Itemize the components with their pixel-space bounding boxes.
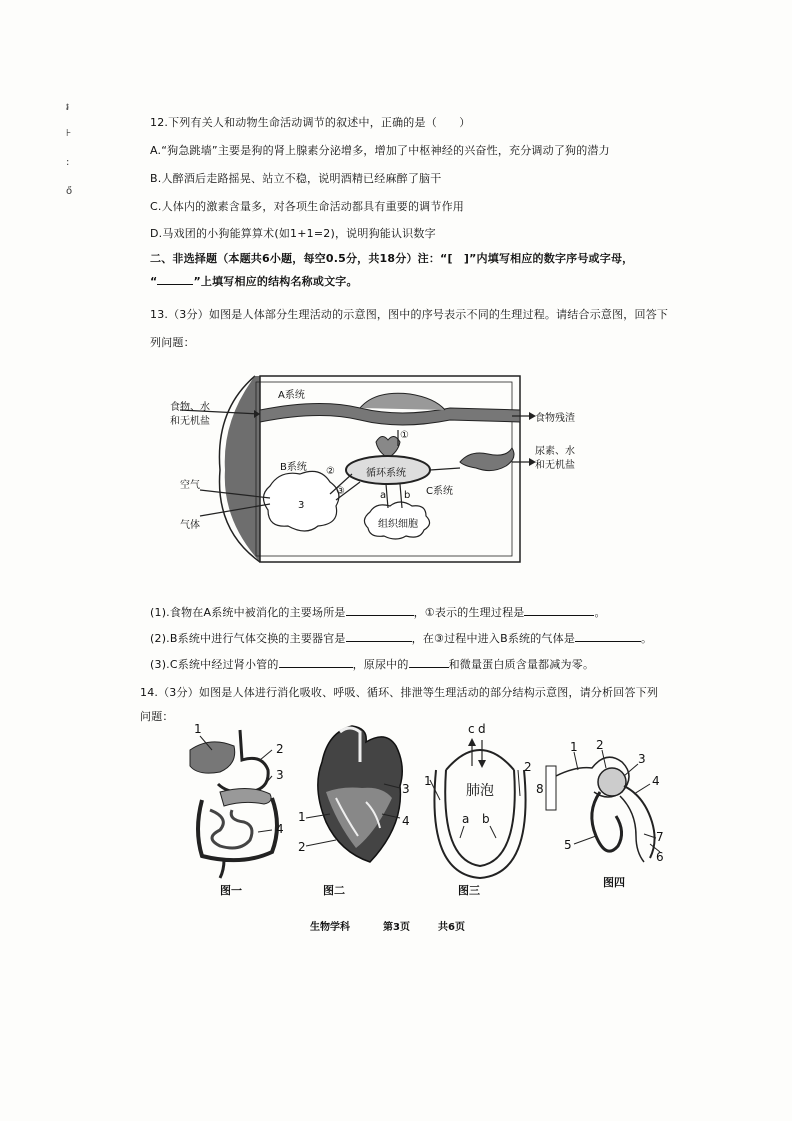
section2-instructions-2 — [150, 273, 358, 289]
figure-heart — [296, 722, 416, 878]
section2-rest: ”上填写相应的结构名称或文字。 — [193, 275, 358, 288]
digestive-svg — [180, 720, 290, 880]
fig4-num-6: 6 — [656, 850, 664, 864]
q12-option-c: C.人体内的激素含量多，对各项生命活动都具有重要的调节作用 — [150, 200, 464, 213]
fig1-num-2: 2 — [276, 742, 284, 756]
fig1-num-1: 1 — [194, 722, 202, 736]
fig3-num-1: 1 — [424, 774, 432, 788]
fig3-num-b: b — [482, 812, 490, 826]
q13-sub1-end: 。 — [594, 606, 606, 619]
fig3-num-c: c — [468, 722, 475, 736]
q13-sub1 — [150, 604, 606, 620]
q13-stem-cont: 列问题： — [150, 336, 195, 349]
q14-stem: 14.（3分）如图是人体进行消化吸收、呼吸、循环、排泄等生理活动的部分结构示意图，请分析回答下列 — [140, 686, 659, 699]
answer-blank[interactable] — [575, 630, 641, 642]
fig3-caption: 图三 — [458, 884, 480, 897]
fig2-num-1: 1 — [298, 810, 306, 824]
footer-total: 共6页 — [438, 922, 465, 933]
label-food-water-2: 和无机盐 — [170, 416, 210, 427]
q13-sub2-mid: ，在③过程中进入B系统的气体是 — [411, 632, 576, 645]
q13-stem: 13.（3分）如图是人体部分生理活动的示意图，图中的序号表示不同的生理过程。请结合示意图，回答下 — [150, 308, 669, 321]
q12-stem: 12.下列有关人和动物生命活动调节的叙述中，正确的是（ ） — [150, 116, 471, 129]
fig2-caption: 图二 — [323, 884, 345, 897]
label-food-residue: 食物残渣 — [535, 413, 575, 424]
label-process-a: a — [380, 490, 387, 501]
fig4-num-3: 3 — [638, 752, 646, 766]
fig2-num-4: 4 — [402, 814, 410, 828]
label-system-b: B系统 — [280, 462, 307, 473]
label-system-a: A系统 — [278, 390, 305, 401]
fig4-caption: 图四 — [603, 876, 625, 889]
q13-sub3-mid: ，原尿中的 — [352, 658, 409, 671]
fig4-num-1: 1 — [570, 740, 578, 754]
label-air: 空气 — [180, 480, 200, 491]
fig4-num-2: 2 — [596, 738, 604, 752]
body-diagram-svg — [160, 370, 540, 570]
q13-sub3 — [150, 656, 594, 672]
answer-blank[interactable] — [279, 656, 353, 668]
q13-body-diagram — [160, 370, 575, 570]
fig3-alveolus-label: 肺泡 — [466, 783, 494, 799]
section2-instructions: 二、非选择题（本题共6小题，每空0.5分，共18分）注：“[ ]”内填写相应的数字序号或字母， — [150, 252, 634, 265]
label-process-2: ② — [326, 466, 335, 477]
answer-blank[interactable] — [524, 604, 594, 616]
q14-stem-cont: 问题： — [140, 710, 174, 723]
figure-alveolus — [420, 720, 540, 880]
label-tissue-cells: 组织细胞 — [378, 519, 418, 530]
label-process-b: b — [404, 490, 411, 501]
q13-sub3-pre: (3).C系统中经过肾小管的 — [150, 658, 279, 671]
heart-svg — [296, 722, 416, 878]
label-urea-water: 尿素、水 — [535, 446, 575, 457]
margin-mark: ៛ — [66, 102, 70, 113]
q13-sub2-end: 。 — [641, 632, 653, 645]
answer-blank[interactable] — [346, 604, 414, 616]
q12-option-a: A.“狗急跳墙”主要是狗的肾上腺素分泌增多，增加了中枢神经的兴奋性，充分调动了狗的潜力 — [150, 144, 610, 157]
q13-sub3-end: 和微量蛋白质含量都减为零。 — [448, 658, 595, 671]
label-circulatory-system: 循环系统 — [366, 468, 406, 479]
margin-mark: ⊦ — [66, 128, 72, 139]
quote-open: “ — [150, 275, 158, 288]
margin-mark: : — [66, 157, 70, 168]
alveolus-svg — [420, 720, 540, 880]
q13-sub1-mid: ，①表示的生理过程是 — [413, 606, 525, 619]
fig4-num-4: 4 — [652, 774, 660, 788]
label-system-c: C系统 — [426, 486, 453, 497]
fig3-num-2: 2 — [524, 760, 532, 774]
fig1-caption: 图一 — [220, 884, 242, 897]
footer-page: 第3页 — [383, 922, 410, 933]
q13-sub1-pre: (1).食物在A系统中被消化的主要场所是 — [150, 606, 346, 619]
figure-nephron — [534, 736, 674, 872]
blank-line-example — [157, 273, 193, 285]
label-process-1: ① — [400, 430, 409, 441]
fig2-num-2: 2 — [298, 840, 306, 854]
fig3-num-d: d — [478, 722, 486, 736]
label-urea-water-2: 和无机盐 — [535, 460, 575, 471]
fig4-num-5: 5 — [564, 838, 572, 852]
fig3-num-a: a — [462, 812, 470, 826]
q13-sub2 — [150, 630, 652, 646]
answer-blank[interactable] — [409, 656, 449, 668]
fig4-num-7: 7 — [656, 830, 664, 844]
footer-subject: 生物学科 — [310, 922, 350, 933]
q12-option-d: D.马戏团的小狗能算算术(如1+1=2)，说明狗能认识数字 — [150, 227, 436, 240]
q12-option-b: B.人醉酒后走路摇晃、站立不稳，说明酒精已经麻醉了脑干 — [150, 172, 442, 185]
label-food-water: 食物、水 — [170, 402, 210, 413]
margin-mark: ő — [66, 186, 73, 197]
nephron-svg — [534, 736, 674, 872]
label-process-3: ③ — [336, 486, 345, 497]
answer-blank[interactable] — [346, 630, 412, 642]
fig1-num-3: 3 — [276, 768, 284, 782]
label-lung-3: 3 — [298, 500, 305, 511]
fig1-num-4: 4 — [276, 822, 284, 836]
fig2-num-3: 3 — [402, 782, 410, 796]
fig4-num-8: 8 — [536, 782, 544, 796]
q13-sub2-pre: (2).B系统中进行气体交换的主要器官是 — [150, 632, 346, 645]
label-gas: 气体 — [180, 520, 200, 531]
figure-digestive-system — [180, 720, 290, 880]
